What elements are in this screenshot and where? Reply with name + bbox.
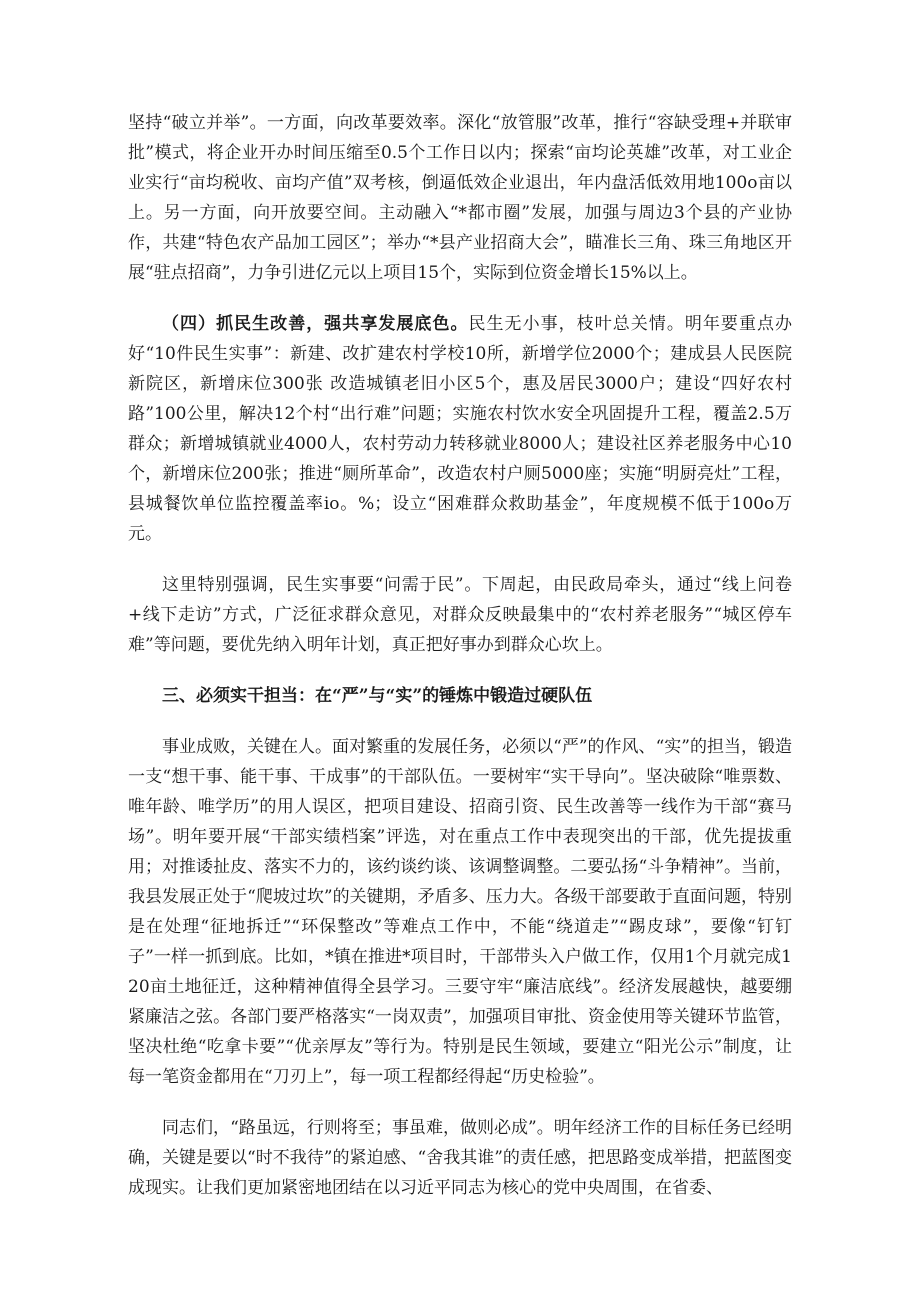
paragraph-cadre-team: [128, 732, 792, 1092]
paragraph-text: 民生无小事，枝叶总关情。明年要重点办好“10件民生实事”：新建、改扩建农村学校10所，新增学位2000个；建成县人民医院新院区，新增床位300张 改造城镇老旧小区5个，惠及居民3000户；建设“四好农村路”100公里，解决12个村“出行难”问题；实施农村饮水安全巩固提升工程，覆盖2.5万群众；新增城镇就业4000人，农村劳动力转移就业8000人；建设社区养老服务中心10个，新增床位200张；推进“厕所革命”，改造农村户厕5000座；实施“明厨亮灶”工程，县城餐饮单位监控覆盖率io。%；设立“困难群众救助基金”，年度规模不低于100o万元。: [128, 314, 792, 544]
section-heading: 三、必须实干担当：在“严”与“实”的锤炼中锻造过硬队伍: [162, 686, 593, 706]
paragraph-text: 这里特别强调，民生实事要“问需于民”。下周起，由民政局牵头，通过“线上问卷+线下走访”方式，广泛征求群众意见，对群众反映最集中的“农村养老服务”“城区停车难”等问题，要优先纳入明年计划，真正把好事办到群众心坎上。: [128, 575, 792, 655]
paragraph-closing: [128, 1113, 792, 1203]
paragraph-reform-opening: [128, 108, 792, 288]
paragraph-text: 事业成败，关键在人。面对繁重的发展任务，必须以“严”的作风、“实”的担当，锻造一支“想干事、能干事、干成事”的干部队伍。一要树牢“实干导向”。坚决破除“唯票数、唯年龄、唯学历”的用人误区，把项目建设、招商引资、民生改善等一线作为干部“赛马场”。明年要开展“干部实绩档案”评选，对在重点工作中表现突出的干部，优先提拔重用；对推诿扯皮、落实不力的，该约谈约谈、该调整调整。二要弘扬“斗争精神”。当前，我县发展正处于“爬坡过坎”的关键期，矛盾多、压力大。各级干部要敢于直面问题，特别是在处理“征地拆迁”“环保整改”等难点工作中，不能“绕道走”“踢皮球”，要像“钉钉子”一样一抓到底。比如，*镇在推进*项目时，干部带头入户做工作，仅用1个月就完成120亩土地征迁，这种精神值得全县学习。三要守牢“廉洁底线”。经济发展越快，越要绷紧廉洁之弦。各部门要严格落实“一岗双责”，加强项目审批、资金使用等关键环节监管，坚决杜绝“吃拿卡要”“优亲厚友”等行为。特别是民生领域，要建立“阳光公示”制度，让每一笔资金都用在“刀刃上”，每一项工程都经得起“历史检验”。: [128, 737, 792, 1087]
paragraph-text: 坚持“破立并举”。一方面，向改革要效率。深化“放管服”改革，推行“容缺受理+并联审批”模式，将企业开办时间压缩至0.5个工作日以内；探索“亩均论英雄”改革，对工业企业实行“亩均税收、亩均产值”双考核，倒逼低效企业退出，年内盘活低效用地100o亩以上。另一方面，向开放要空间。主动融入“*都市圈”发展，加强与周边3个县的产业协作，共建“特色农产品加工园区”；举办“*县产业招商大会”，瞄准长三角、珠三角地区开展“驻点招商”，力争引进亿元以上项目15个，实际到位资金增长15%以上。: [128, 113, 792, 283]
paragraph-lead-heading: （四）抓民生改善，强共享发展底色。: [162, 314, 469, 334]
paragraph-livelihood: [128, 309, 792, 549]
paragraph-text: 同志们，“路虽远，行则将至；事虽难，做则必成”。明年经济工作的目标任务已经明确，关键是要以“时不我待”的紧迫感、“舍我其谁”的责任感，把思路变成举措，把蓝图变成现实。让我们更加紧密地团结在以习近平同志为核心的党中央周围，在省委、: [128, 1118, 792, 1198]
paragraph-ask-the-people: [128, 570, 792, 660]
